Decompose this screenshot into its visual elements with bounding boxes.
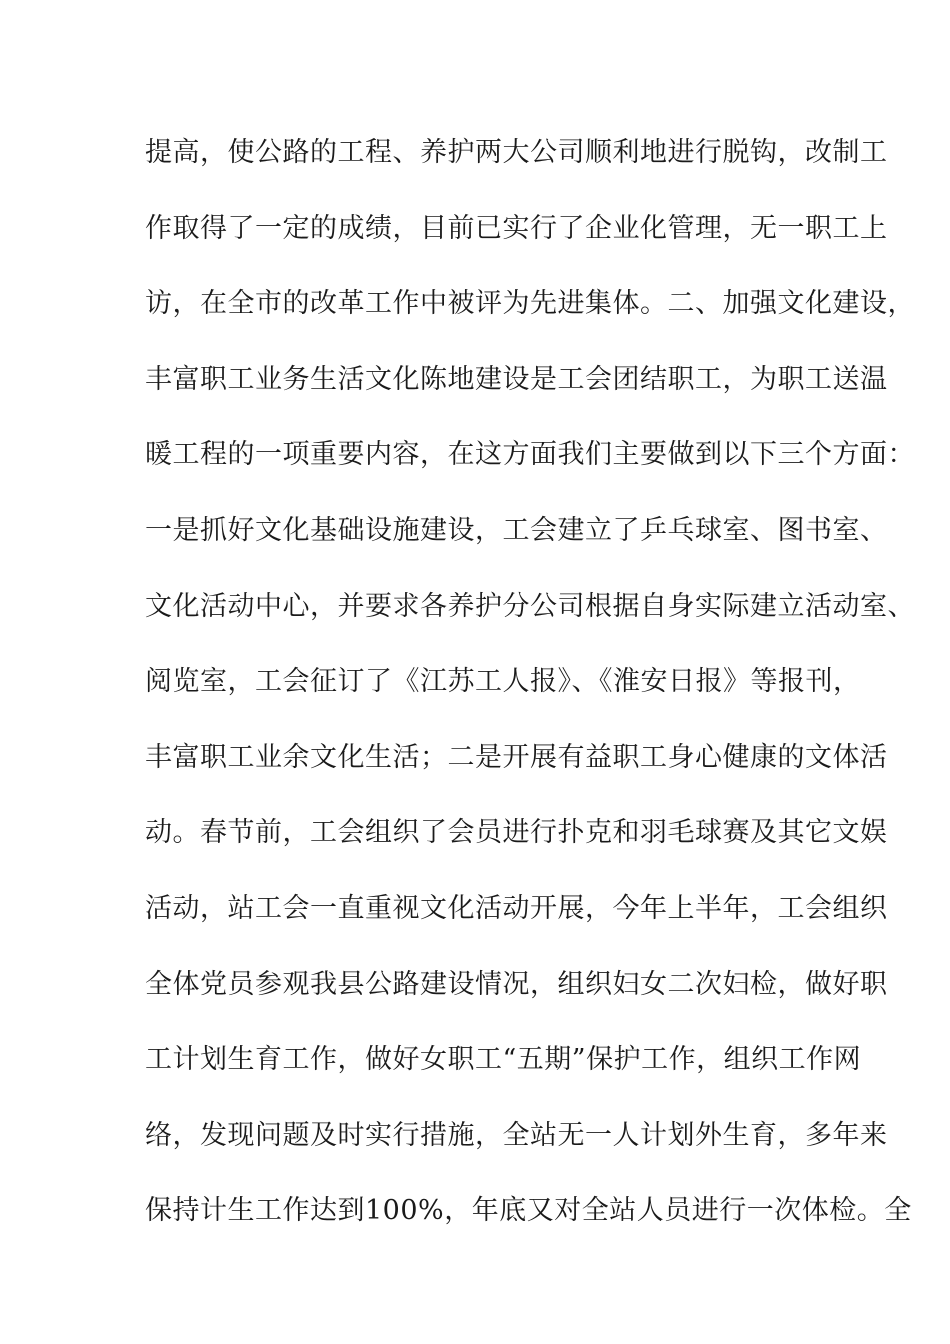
body-text	[145, 128, 915, 1262]
text-line: 提高，使公路的工程、养护两大公司顺利地进行脱钩，改制工	[145, 137, 888, 168]
text-line: 络，发现问题及时实行措施，全站无一人计划外生育，多年来	[145, 1119, 888, 1151]
text-line: 暖工程的一项重要内容，在这方面我们主要做到以下三个方面：	[145, 439, 915, 471]
text-line: 工计划生育工作，做好女职工“五期”保护工作，组织工作网	[145, 1044, 862, 1076]
text-line: 保持计生工作达到100%，年底又对全站人员进行一次体检。全	[145, 1195, 912, 1227]
text-line: 作取得了一定的成绩，目前已实行了企业化管理，无一职工上	[145, 212, 888, 244]
text-line: 丰富职工业余文化生活；二是开展有益职工身心健康的文体活	[145, 741, 888, 773]
text-line: 一是抓好文化基础设施建设，工会建立了乒乓球室、图书室、	[145, 514, 888, 546]
text-line: 文化活动中心，并要求各养护分公司根据自身实际建立活动室、	[145, 590, 915, 622]
text-line: 丰富职工业务生活文化陈地建设是工会团结职工，为职工送温	[145, 363, 888, 395]
text-line: 全体党员参观我县公路建设情况，组织妇女二次妇检，做好职	[145, 968, 888, 1000]
text-line: 动。春节前，工会组织了会员进行扑克和羽毛球赛及其它文娱	[145, 817, 888, 849]
text-line: 访，在全市的改革工作中被评为先进集体。二、加强文化建设，	[145, 288, 915, 320]
text-line: 活动，站工会一直重视文化活动开展，今年上半年，工会组织	[145, 892, 888, 924]
text-line: 阅览室，工会征订了《江苏工人报》、《淮安日报》等报刊，	[145, 666, 861, 698]
